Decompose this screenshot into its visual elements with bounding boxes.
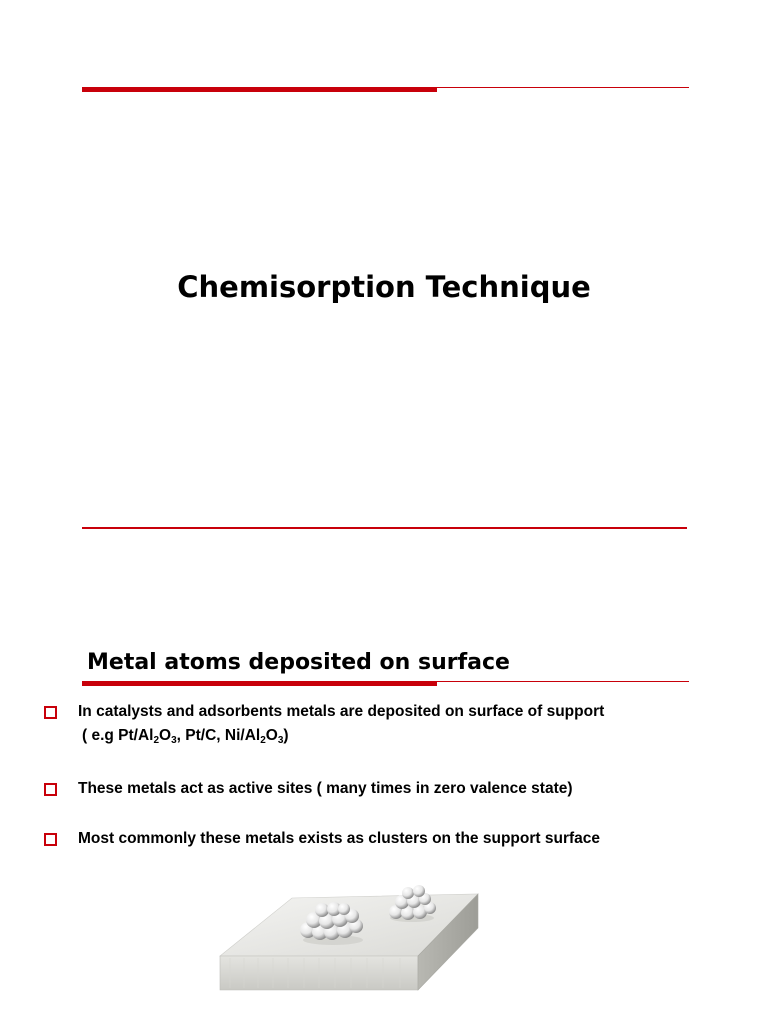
example-part: O: [265, 727, 278, 744]
square-bullet-icon: [44, 783, 57, 796]
section-rule-thin: [437, 681, 689, 682]
title-rule-thin: [437, 87, 689, 88]
example-part: ( e.g Pt/Al: [82, 727, 154, 744]
example-sub: 2: [153, 735, 160, 746]
metal-clusters-on-support-illustration: [218, 866, 482, 996]
square-bullet-icon: [44, 706, 57, 719]
slide-title: Chemisorption Technique: [177, 270, 591, 304]
section-title: Metal atoms deposited on surface: [87, 650, 510, 675]
bullet-example: [82, 726, 289, 751]
bullet-text: In catalysts and adsorbents metals are deposited on surface of support: [78, 703, 605, 720]
section-rule-thick: [82, 681, 437, 686]
slide-divider: [82, 527, 687, 529]
example-part: ): [283, 727, 289, 744]
example-sub: 3: [171, 735, 177, 746]
example-part: O: [159, 727, 172, 744]
square-bullet-icon: [44, 833, 57, 846]
example-sub: 2: [260, 735, 266, 746]
metal-cluster-right: [389, 885, 436, 922]
bullet-text: These metals act as active sites ( many times in zero valence state): [78, 780, 573, 797]
title-rule-thick: [82, 87, 437, 92]
example-sub: 3: [277, 735, 284, 746]
bullet-text: Most commonly these metals exists as clusters on the support surface: [78, 830, 600, 847]
example-part: , Pt/C, Ni/Al: [176, 727, 261, 744]
